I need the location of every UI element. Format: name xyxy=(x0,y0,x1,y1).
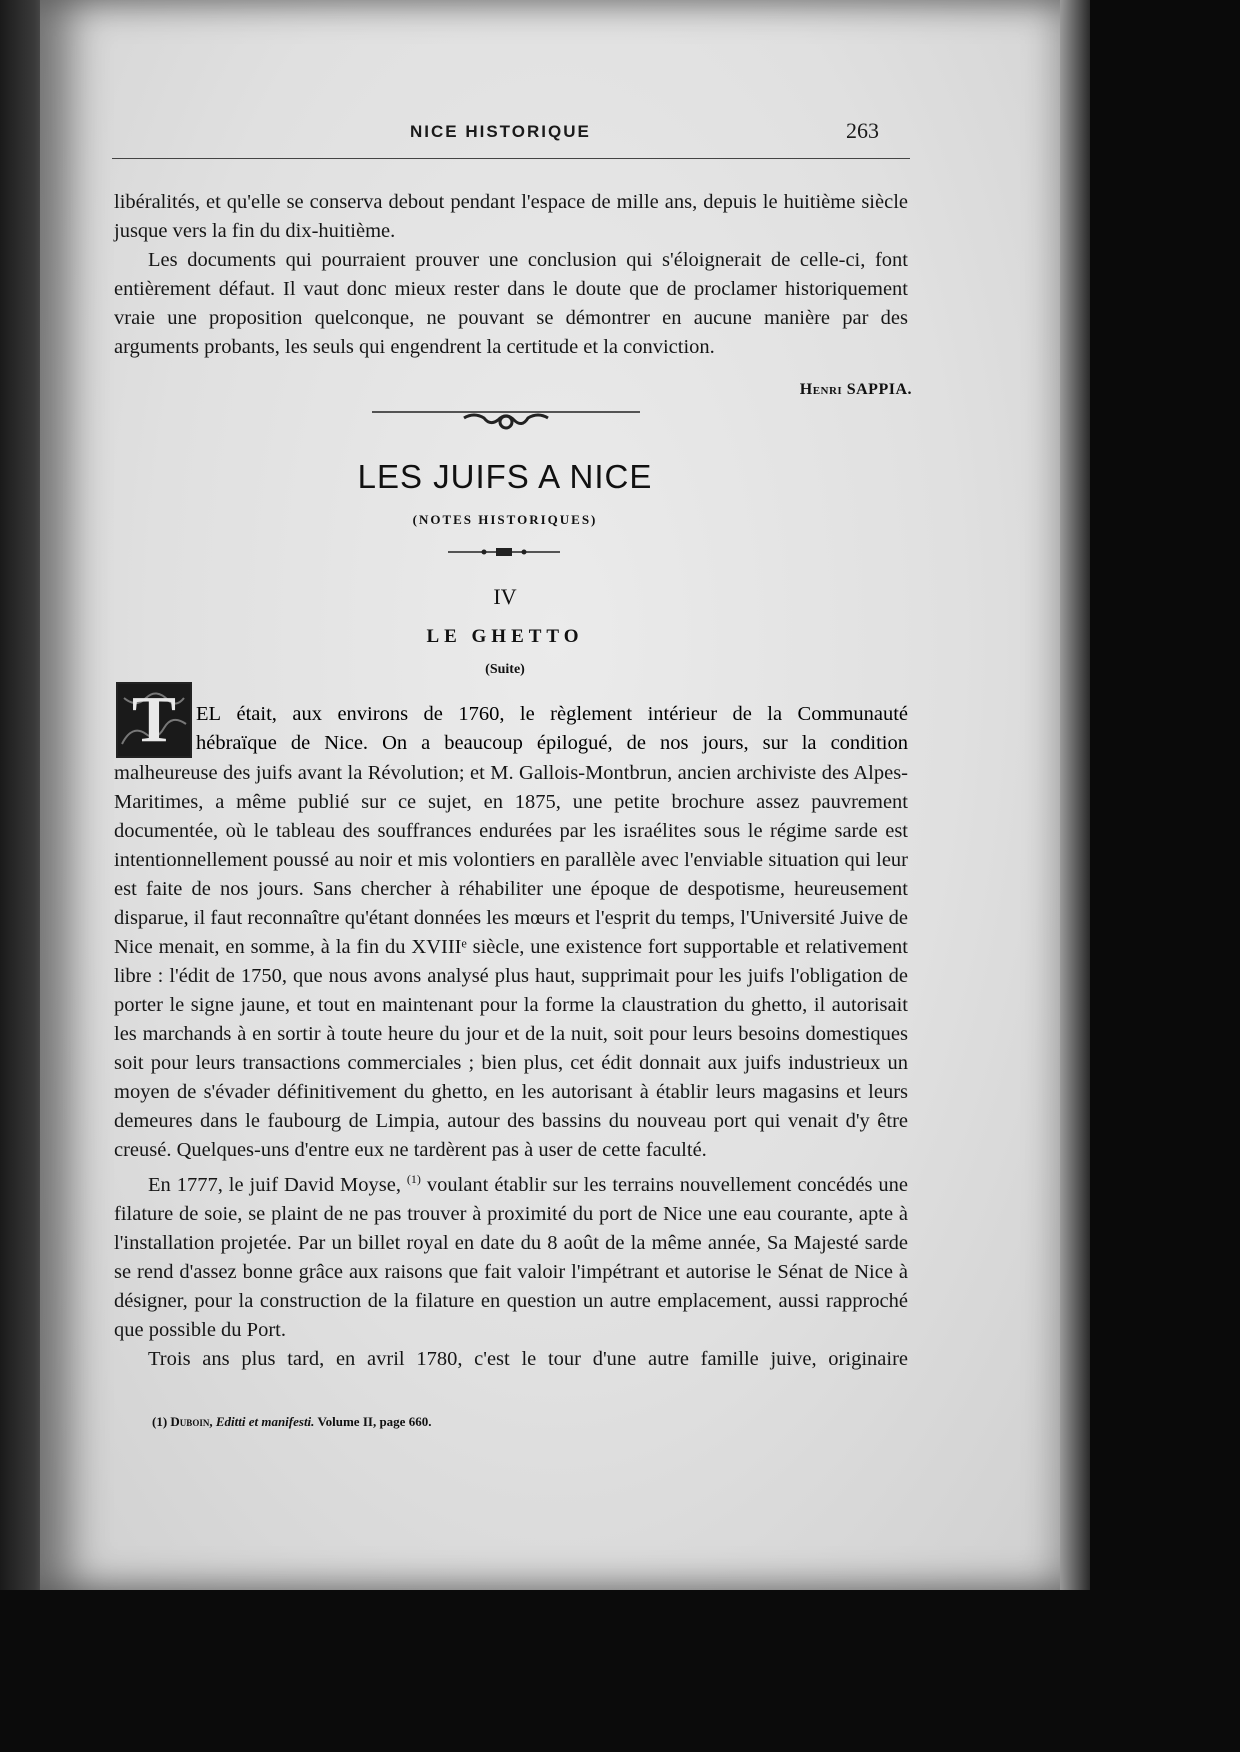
footnote-reference: (1) xyxy=(406,1172,421,1186)
part-number: IV xyxy=(493,584,517,609)
section-divider-ornament xyxy=(372,410,640,434)
footnote-work: Editti et manifesti. xyxy=(215,1414,315,1429)
small-divider-ornament xyxy=(448,545,560,559)
body-paragraph-3: Trois ans plus tard, en avril 1780, c'est le tour d'une autre famille juive, originaire xyxy=(148,1347,908,1370)
opening-line-2: hébraïque de Nice. On a beaucoup épilogué, de nos jours, sur la condition xyxy=(196,732,908,754)
section-title: LE GHETTO xyxy=(426,626,584,647)
scan-background-bottom xyxy=(0,1590,1240,1752)
dropcap-letter: T xyxy=(131,683,177,756)
header-rule xyxy=(112,158,910,159)
page-number: 263 xyxy=(846,118,879,143)
first-word-rest: EL xyxy=(196,703,222,725)
footnote xyxy=(152,1414,431,1430)
footnote-author: Duboin, xyxy=(170,1414,213,1429)
running-header-title: NICE HISTORIQUE xyxy=(410,122,591,141)
article-title: LES JUIFS A NICE xyxy=(357,458,653,495)
footnote-marker: (1) xyxy=(152,1414,168,1429)
decorative-dropcap xyxy=(116,682,192,758)
opening-lines xyxy=(196,700,908,758)
body-paragraph-2-start: En 1777, le juif David Moyse, xyxy=(148,1173,401,1196)
body-paragraph-1: malheureuse des juifs avant la Révolution; et M. Gallois-Montbrun, ancien archiviste des Alpes-Maritimes, a même publié sur ce sujet, en 1875, une petite brochure assez pauvrement documentée, où le tableau des souffrances endurées par les israélites sous le régime sarde est intentionnellement poussé au noir et mis volontiers en parallèle avec l'enviable situation qui leur est faite de nos jours. Sans chercher à réhabiliter une époque de despotisme, heureusement disparue, il faut reconnaître qu'étant données les mœurs et l'esprit du temps, l'Université Juive de Nice menait, en somme, à la fin du XVIIIᵉ siècle, une existence fort supportable et relativement libre : l'édit de 1750, que nous avons analysé plus haut, supprimait pour les juifs l'obligation de porter le signe jaune, et tout en maintenant pour la forme la claustration du ghetto, il autorisait les marchands à en sortir à toute heure du jour et de la nuit, soit pour leurs besoins domestiques soit pour leurs transactions commerciales ; bien plus, cet édit donnait aux juifs industrieux un moyen de s'évader définitivement du ghetto, en les autorisant à établir leurs magasins et leurs demeures dans le faubourg de Limpia, autour des bassins du nouveau port qui venait d'y être creusé. Quelques-uns d'entre eux ne tardèrent pas à user de cette faculté. xyxy=(114,762,908,1161)
previous-paragraph-2: Les documents qui pourraient prouver une conclusion qui s'éloignerait de celle-ci, font entièrement défaut. Il vaut donc mieux rester dans le doute que de proclamer historiquement vraie une proposition quelconque, ne pouvant se démontrer en aucune manière par des arguments probants, les seuls qui engendrent la certitude et la conviction. xyxy=(114,249,908,358)
footnote-reference-text: Volume II, page 660. xyxy=(317,1414,432,1429)
body-paragraph-2-end: voulant établir sur les terrains nouvellement concédés une filature de soie, se plaint de ne pas trouver à proximité du port de Nice une eau courante, apte à l'installation projetée. Par un billet royal en date du 8 août de la même année, Sa Majesté sarde se rend d'assez bonne grâce aux raisons que fait valoir l'impétrant et autorise le Sénat de Nice à désigner, pour la construction de la filature en question un autre emplacement, aussi rapproché que possible du Port. xyxy=(114,1173,908,1341)
opening-line-1 xyxy=(196,700,908,729)
scan-background-right xyxy=(1090,0,1240,1752)
page-edge-shadow xyxy=(1060,0,1090,1600)
body-paragraph-2 xyxy=(114,1165,908,1345)
author-signature: Henri SAPPIA. xyxy=(799,381,912,398)
article-body xyxy=(114,759,908,1374)
opening-line-1-text: était, aux environs de 1760, le règlement intérieur de la Communauté xyxy=(236,703,909,725)
article-subtitle: (NOTES HISTORIQUES) xyxy=(412,512,598,527)
continuation-label: (Suite) xyxy=(485,662,525,677)
previous-article-text xyxy=(114,188,908,362)
previous-paragraph-1: libéralités, et qu'elle se conserva debout pendant l'espace de mille ans, depuis le huitième siècle jusque vers la fin du dix-huitième. xyxy=(114,191,908,242)
